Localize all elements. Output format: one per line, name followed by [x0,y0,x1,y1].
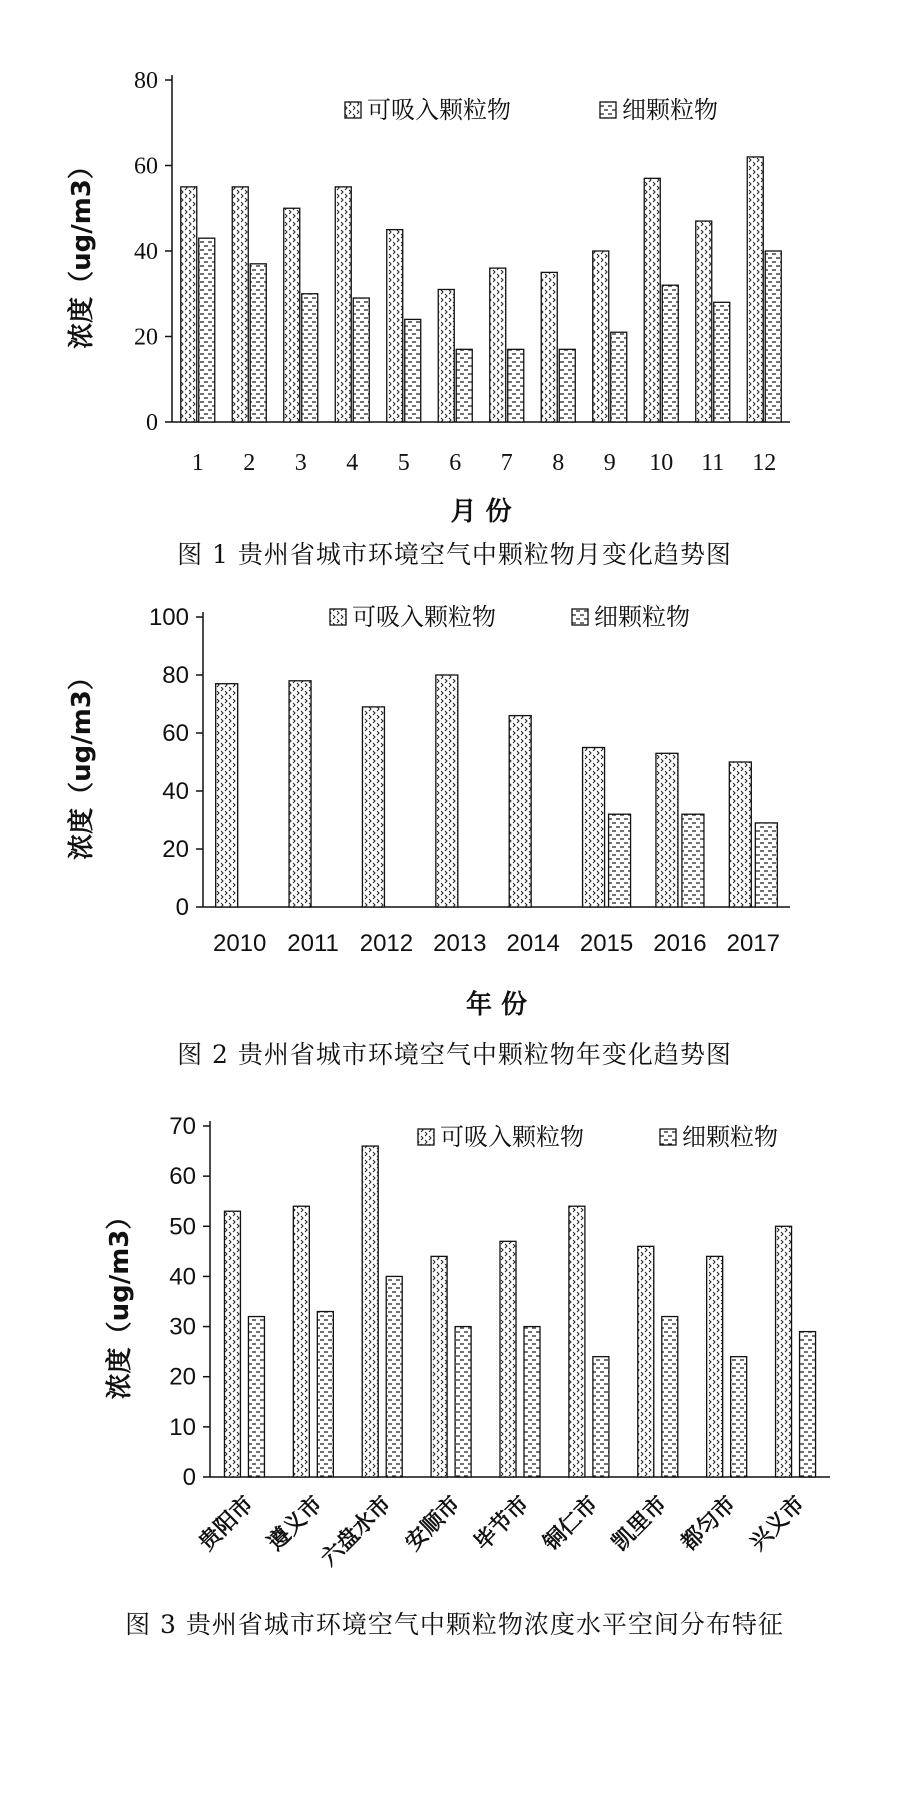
legend-swatch-pm25 [600,102,616,118]
bar-pm25 [302,294,318,422]
chart-monthly [0,0,909,540]
x-tick-label: 6 [449,450,462,476]
bar-pm25 [199,238,215,422]
bar-pm25 [800,1332,816,1477]
bar-pm10 [569,1206,585,1477]
x-tick-label: 2014 [506,930,560,957]
bar-pm10 [362,1146,378,1477]
bar-pm10 [541,272,557,422]
y-tick-label: 60 [169,1163,196,1191]
bar-pm10 [776,1226,792,1477]
bar-pm25 [755,823,777,907]
x-tick-label: 3 [294,450,307,476]
y-tick-label: 60 [134,153,158,180]
x-tick-label: 9 [603,450,616,476]
bar-pm10 [387,230,403,422]
bar-pm10 [747,157,763,422]
chart-city-caption: 图 3 贵州省城市环境空气中颗粒物浓度水平空间分布特征 [125,1610,784,1639]
y-tick-label: 40 [169,1263,196,1291]
bar-pm10 [656,753,678,907]
bar-pm25 [248,1317,264,1477]
bar-pm10 [644,178,660,422]
bar-pm25 [593,1357,609,1477]
bar-pm10 [362,707,384,907]
y-tick-label: 40 [134,239,158,265]
x-tick-label: 遵义市 [263,1491,328,1556]
x-tick-label: 2012 [359,930,414,957]
bar-pm10 [436,675,458,907]
x-tick-label: 2015 [579,930,634,957]
y-tick-label: 70 [169,1113,196,1140]
bar-pm10 [707,1256,723,1477]
y-tick-label: 0 [146,410,158,436]
x-tick-label: 11 [701,450,725,476]
bar-pm25 [317,1312,333,1477]
x-tick-label: 2011 [287,930,339,957]
bar-pm10 [232,187,248,422]
y-tick-label: 10 [169,1413,196,1441]
bar-pm25 [559,349,575,422]
y-tick-label: 20 [134,324,158,351]
bar-pm25 [765,251,781,422]
x-tick-label: 兴义市 [745,1491,810,1556]
bar-pm10 [729,762,751,907]
x-tick-label: 2013 [433,930,487,957]
legend-label-pm10: 可吸入颗粒物 [352,603,496,631]
bar-pm10 [293,1206,309,1477]
legend-label-pm25: 细颗粒物 [682,1123,778,1151]
x-axis-title: 年 份 [465,990,528,1020]
bar-pm25 [455,1327,471,1477]
y-tick-label: 60 [162,720,189,747]
legend-swatch-pm10 [345,102,361,118]
x-tick-label: 都匀市 [676,1491,741,1556]
legend-swatch-pm10 [330,609,346,625]
x-tick-label: 贵阳市 [194,1491,259,1556]
bar-pm25 [662,285,678,422]
legend-label-pm10: 可吸入颗粒物 [440,1123,584,1151]
bar-pm25 [682,814,704,907]
bar-pm25 [611,332,627,422]
bar-pm25 [524,1327,540,1477]
bar-pm10 [224,1211,240,1477]
bar-pm25 [662,1317,678,1477]
y-tick-label: 50 [169,1213,196,1241]
bar-pm25 [731,1357,747,1477]
bar-pm25 [405,319,421,422]
legend [418,1123,778,1151]
bar-pm25 [250,264,266,422]
chart-yearly [0,585,909,1040]
x-tick-label: 2017 [726,930,781,957]
bar-pm10 [438,289,454,422]
bar-pm10 [509,716,531,907]
legend-swatch-pm25 [660,1129,676,1145]
x-axis-title: 月 份 [450,497,512,527]
x-tick-label: 1 [191,450,204,476]
x-tick-label: 4 [346,450,359,476]
bar-pm25 [508,349,524,422]
y-tick-label: 100 [148,604,189,631]
bar-pm10 [335,187,351,422]
y-tick-label: 0 [182,1464,196,1491]
bar-pm10 [583,748,605,908]
bar-pm10 [289,681,311,907]
y-tick-label: 20 [169,1363,196,1391]
y-tick-label: 30 [169,1313,196,1341]
bar-pm25 [714,302,730,422]
x-tick-label: 2016 [653,930,707,957]
bar-pm10 [490,268,506,422]
legend-label-pm10: 可吸入颗粒物 [367,96,511,124]
y-axis-title: 浓度（ug/m3） [67,664,97,860]
bar-pm10 [431,1256,447,1477]
legend-swatch-pm10 [418,1129,434,1145]
y-tick-label: 80 [134,68,158,94]
legend [345,96,718,124]
legend-label-pm25: 细颗粒物 [622,96,718,124]
y-axis-title: 浓度（ug/m3） [67,153,97,349]
bar-pm10 [500,1241,516,1477]
legend [330,603,690,631]
bar-pm10 [696,221,712,422]
x-tick-label: 2 [243,450,256,476]
chart-city [0,1090,909,1590]
x-tick-label: 安顺市 [400,1491,466,1556]
x-tick-label: 12 [752,450,777,476]
bar-pm10 [638,1246,654,1477]
bar-pm10 [216,684,238,907]
bar-pm25 [456,349,472,422]
chart-yearly-caption: 图 2 贵州省城市环境空气中颗粒物年变化趋势图 [177,1040,732,1069]
bar-pm25 [353,298,369,422]
bar-pm25 [609,814,631,907]
bar-pm25 [386,1276,402,1477]
legend-label-pm25: 细颗粒物 [594,603,690,631]
bar-pm10 [181,187,197,422]
x-tick-label: 六盘水市 [316,1491,397,1572]
x-tick-label: 8 [552,450,565,476]
x-tick-label: 2010 [212,930,267,957]
chart-monthly-caption: 图 1 贵州省城市环境空气中颗粒物月变化趋势图 [177,540,732,569]
x-tick-label: 毕节市 [469,1491,535,1556]
y-tick-label: 20 [162,836,189,863]
x-tick-label: 5 [397,450,410,476]
y-tick-label: 80 [162,662,189,689]
x-tick-label: 7 [500,450,513,476]
bar-pm10 [593,251,609,422]
x-tick-label: 凯里市 [607,1491,673,1556]
x-tick-label: 铜仁市 [538,1491,604,1556]
legend-swatch-pm25 [572,609,588,625]
y-axis-title: 浓度（ug/m3） [105,1203,135,1400]
y-tick-label: 40 [162,778,189,805]
bar-pm10 [284,208,300,422]
y-tick-label: 0 [175,894,189,921]
x-tick-label: 10 [649,450,674,476]
